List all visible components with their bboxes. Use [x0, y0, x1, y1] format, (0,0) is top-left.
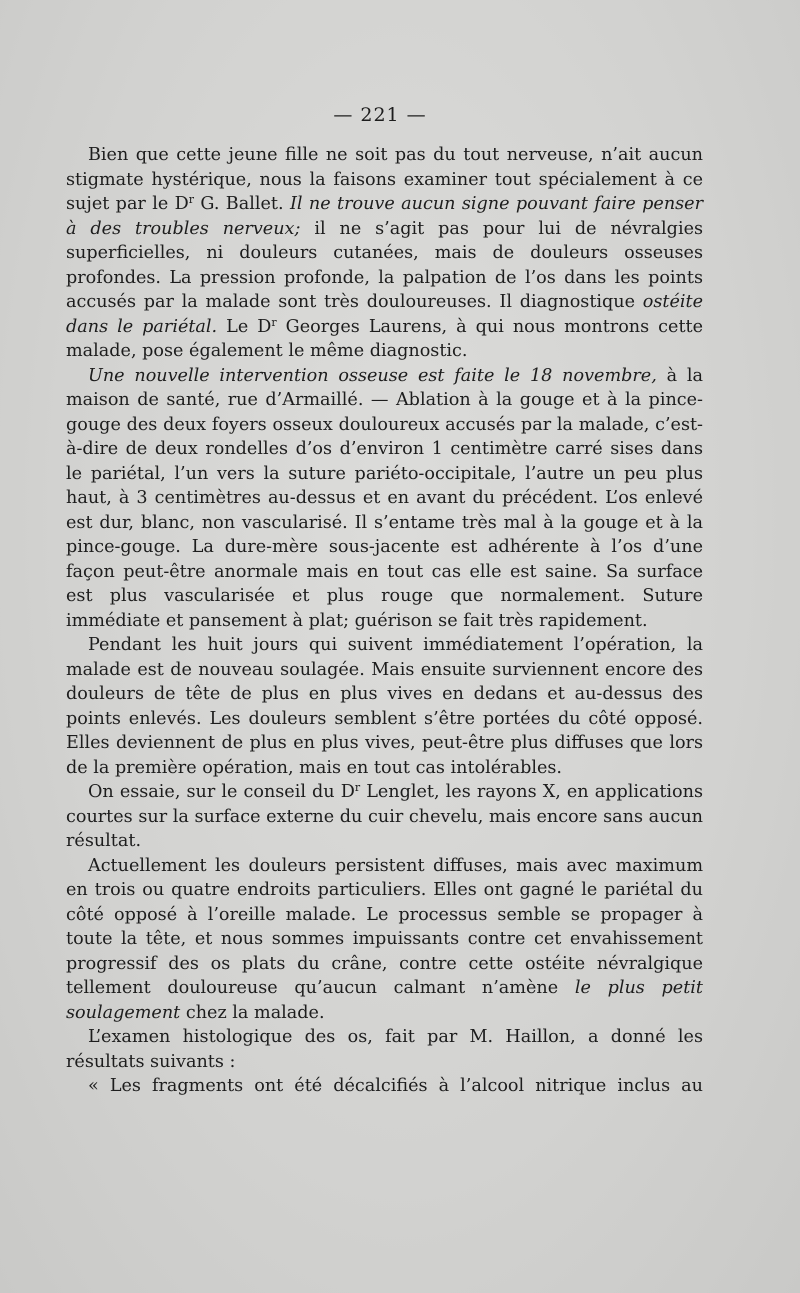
- page-number: — 221 —: [333, 104, 427, 126]
- paragraph: [66, 1074, 703, 1099]
- text-run: On essaie, sur le conseil du D: [88, 782, 355, 802]
- text-run: G. Ballet.: [194, 194, 290, 214]
- paragraph: [66, 633, 703, 780]
- paragraph: [66, 854, 703, 1026]
- italic-text: Il ne trouve aucun signe pouvant faire penser à des troubles nerveux;: [66, 194, 703, 239]
- text-run: Bien que cette jeune fille ne soit pas du tout nerveuse, n’ait aucun stigmate hystérique, nous la faisons examiner tout spécialement à ce sujet par le D: [66, 145, 703, 214]
- text-run: Pendant les huit jours qui suivent immédiatement l’opération, la malade est de nouveau soulagée. Mais ensuite surviennent encore des douleurs de tête de plus en plus vives en dedans et au-dessus des points enlevés. Les douleurs semblent s’être portées du côté opposé. Elles deviennent de plus en plus vives, peut-être plus diffuses que lors de la première opération, mais en tout cas intolérables.: [66, 635, 703, 778]
- body-text: [66, 143, 703, 1099]
- superscript: r: [271, 315, 277, 329]
- superscript: r: [188, 193, 195, 206]
- paragraph: [66, 780, 703, 854]
- italic-text: le plus petit soulagement: [66, 978, 703, 1023]
- text-run: Actuellement les douleurs persistent diffuses, mais avec maximum en trois ou quatre endroits particuliers. Elles ont gagné le pariétal du côté opposé à l’oreille malade. Le processus semble se propager à toute la tête, et nous sommes impuissants contre cet envahissement progressif des os plats du crâne, contre cette ostéite névralgique tellement douloureuse qu’aucun calmant n’amène: [66, 855, 703, 998]
- text-run: Lenglet, les rayons X, en applications courtes sur la surface externe du cuir chevelu, mais encore sans aucun résultat.: [66, 782, 703, 851]
- text-run: L’examen histologique des os, fait par M. Haillon, a donné les résultats suivants :: [66, 1027, 703, 1072]
- text-run: Le D: [217, 316, 272, 337]
- paragraph: [66, 143, 703, 364]
- text-run: il ne s’agit pas pour lui de névralgies superficielles, ni douleurs cutanées, mais de douleurs osseuses profondes. La pression profonde, la palpation de l’os dans les points accusés par la malade sont très douloureuses. Il diagnostique: [66, 218, 704, 312]
- text-run: à la maison de santé, rue d’Armaillé. — Ablation à la gouge et à la pince-gouge des deux foyers osseux douloureux accusés par la malade, c’est-à-dire de deux rondelles d’os d’environ 1 centimètre carré sises dans le pariétal, l’un vers la suture pariéto-occipitale, l’autre un peu plus haut, à 3 centimètres au-dessus et en avant du précédent. L’os enlevé est dur, blanc, non vascularisé. Il s’entame très mal à la gouge et à la pince-gouge. La dure-mère sous-jacente est adhérente à l’os d’une façon peut-être anormale mais en tout cas elle est saine. Sa surface est plus vascularisée et plus rouge que normalement. Suture immédiate et pansement à plat; guérison se fait très rapidement.: [66, 365, 703, 631]
- italic-text: Une nouvelle intervention osseuse est faite le 18 novembre,: [88, 365, 657, 386]
- superscript: r: [354, 781, 361, 794]
- paragraph: [66, 1025, 703, 1074]
- text-run: Georges Laurens, à qui nous montrons cette malade, pose également le même diagnostic.: [66, 316, 703, 361]
- text-run: « Les fragments ont été décalcifiés à l’alcool nitrique inclus au: [88, 1076, 703, 1096]
- text-run: chez la malade.: [180, 1002, 325, 1023]
- paragraph: [66, 364, 703, 634]
- italic-text: ostéite dans le pariétal.: [66, 292, 703, 337]
